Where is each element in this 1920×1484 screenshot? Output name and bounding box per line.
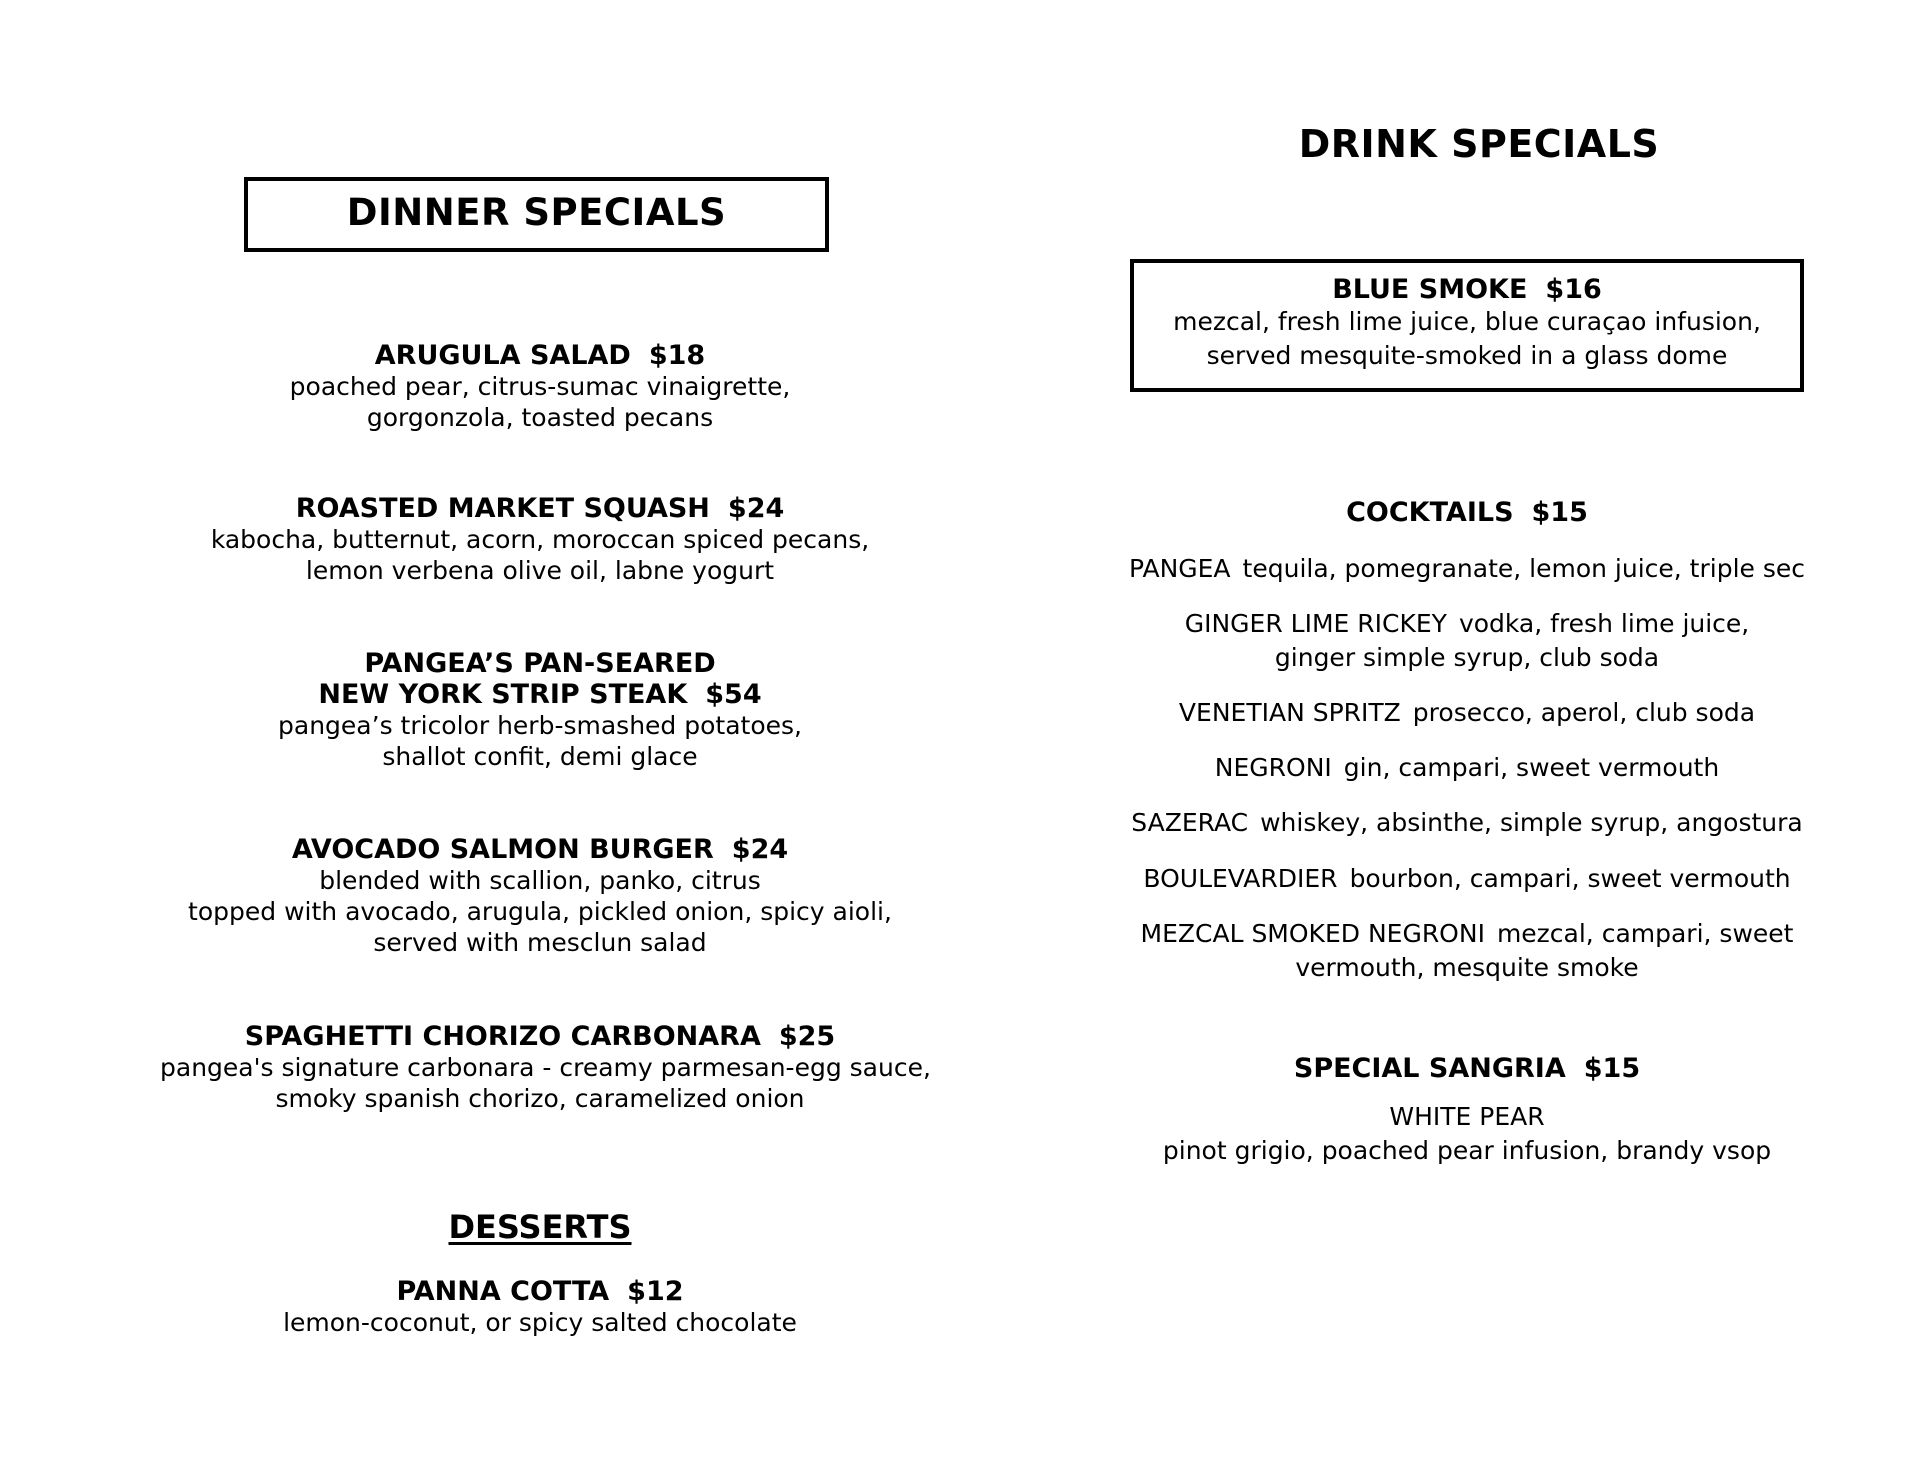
cocktail-item: [1118, 917, 1816, 985]
cocktail-name: BOULEVARDIER: [1143, 864, 1338, 893]
dish-description: lemon verbena olive oil, labne yogurt: [305, 556, 775, 585]
drinks-column: [1118, 0, 1840, 1484]
dinner-item: [160, 1021, 931, 1114]
dish-price: $54: [705, 679, 762, 710]
cocktail-name: VENETIAN SPRITZ: [1178, 698, 1401, 727]
cocktail-item: [1118, 862, 1816, 896]
dish-name: PANNA COTTA: [396, 1276, 610, 1307]
dinner-item: [160, 834, 920, 958]
cocktail-description: prosecco, aperol, club soda: [1412, 698, 1756, 727]
cocktails-price: $15: [1531, 497, 1588, 528]
dish-price: $24: [731, 834, 789, 865]
dinner-item: [160, 648, 920, 772]
dish-description: topped with avocado, arugula, pickled onion, spicy aioli,: [188, 897, 892, 926]
dish-price: $18: [648, 340, 706, 371]
dish-description: gorgonzola, toasted pecans: [366, 403, 714, 432]
dish-name-line: [160, 493, 920, 524]
dish-description: shallot confit, demi glace: [382, 742, 698, 771]
cocktail-name: PANGEA: [1128, 554, 1231, 583]
drink-specials-title: DRINK SPECIALS: [1298, 122, 1660, 166]
drink-price: $16: [1545, 274, 1602, 305]
dish-name-line: [160, 679, 920, 710]
cocktail-description: vermouth, mesquite smoke: [1295, 953, 1639, 982]
dinner-item: [160, 493, 920, 586]
dinner-item: [160, 340, 920, 433]
cocktail-description: tequila, pomegranate, lemon juice, triple sec: [1242, 554, 1805, 583]
featured-drink: [1130, 274, 1804, 373]
section-title-line: [1118, 1053, 1816, 1084]
drink-description: mezcal, fresh lime juice, blue curaçao infusion,: [1173, 307, 1761, 336]
cocktail-item: [1118, 806, 1816, 840]
cocktail-item: [1118, 607, 1816, 675]
dish-description: smoky spanish chorizo, caramelized onion: [275, 1084, 805, 1113]
sangria-name: WHITE PEAR: [1389, 1102, 1545, 1131]
cocktail-description: ginger simple syrup, club soda: [1274, 643, 1660, 672]
dish-description: blended with scallion, panko, citrus: [319, 866, 761, 895]
cocktail-item: [1118, 751, 1816, 785]
cocktails-header: [1118, 497, 1816, 528]
dish-price: $25: [778, 1021, 836, 1052]
dinner-specials-title: DINNER SPECIALS: [346, 191, 727, 234]
cocktail-description: gin, campari, sweet vermouth: [1343, 753, 1720, 782]
dish-name: ARUGULA SALAD: [374, 340, 631, 371]
dish-name-line: [160, 340, 920, 371]
dish-price: $12: [627, 1276, 684, 1307]
drink-description: served mesquite-smoked in a glass dome: [1206, 341, 1728, 370]
dessert-item: [160, 1276, 920, 1338]
drink-name: BLUE SMOKE: [1332, 274, 1528, 305]
dish-description: kabocha, butternut, acorn, moroccan spiced pecans,: [210, 525, 870, 554]
dish-name: SPAGHETTI CHORIZO CARBONARA: [244, 1021, 761, 1052]
dish-description: served with mesclun salad: [373, 928, 707, 957]
section-title-line: [1118, 497, 1816, 528]
cocktail-name: SAZERAC: [1131, 808, 1249, 837]
dish-name: AVOCADO SALMON BURGER: [291, 834, 714, 865]
dish-description: lemon-coconut, or spicy salted chocolate: [283, 1308, 797, 1337]
cocktail-name: NEGRONI: [1214, 753, 1332, 782]
cocktails-title: COCKTAILS: [1346, 497, 1514, 528]
dish-description: pangea's signature carbonara - creamy parmesan-egg sauce,: [160, 1053, 931, 1082]
dinner-column: [160, 0, 931, 1484]
cocktail-name: GINGER LIME RICKEY: [1184, 609, 1447, 638]
dish-name-line: [160, 1021, 920, 1052]
cocktail-description: vodka, fresh lime juice,: [1458, 609, 1750, 638]
sangria-price: $15: [1583, 1053, 1641, 1084]
cocktail-item: [1118, 696, 1816, 730]
cocktail-description: whiskey, absinthe, simple syrup, angostura: [1260, 808, 1803, 837]
sangria-section: [1118, 1053, 1816, 1168]
dish-name: ROASTED MARKET SQUASH: [295, 493, 710, 524]
dish-name-prefix: PANGEA’S PAN-SEARED: [364, 648, 716, 679]
dish-name-line: [160, 1276, 920, 1307]
dish-description: poached pear, citrus-sumac vinaigrette,: [289, 372, 791, 401]
sangria-title: SPECIAL SANGRIA: [1293, 1053, 1566, 1084]
cocktail-name: MEZCAL SMOKED NEGRONI: [1140, 919, 1485, 948]
drink-name-line: [1130, 274, 1804, 305]
dish-description: pangea’s tricolor herb-smashed potatoes,: [278, 711, 802, 740]
dish-price: $24: [727, 493, 785, 524]
sangria-description: pinot grigio, poached pear infusion, brandy vsop: [1162, 1136, 1772, 1165]
dish-name: NEW YORK STRIP STEAK: [318, 679, 688, 710]
cocktail-item: [1118, 552, 1816, 586]
desserts-title: DESSERTS: [448, 1208, 632, 1246]
dish-name-line: [160, 834, 920, 865]
cocktail-description: bourbon, campari, sweet vermouth: [1349, 864, 1791, 893]
cocktail-description: mezcal, campari, sweet: [1496, 919, 1794, 948]
